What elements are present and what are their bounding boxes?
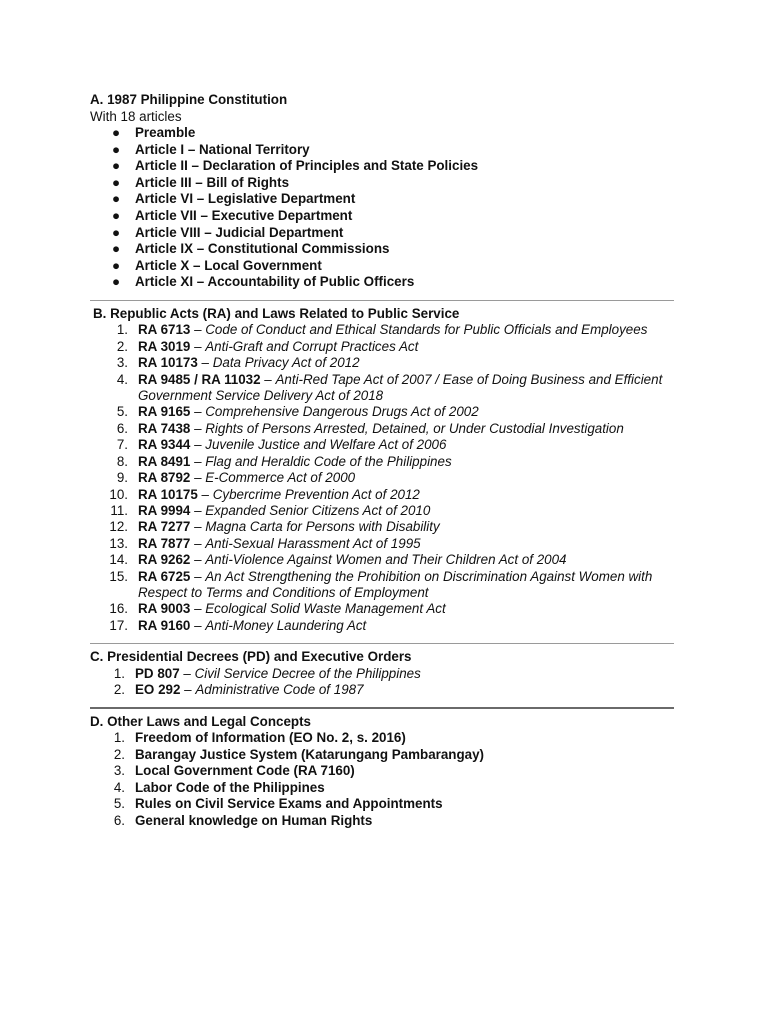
list-item bbox=[90, 796, 680, 812]
list-item-text: Article VIII – Judicial Department bbox=[135, 224, 344, 240]
list-item bbox=[93, 601, 680, 617]
item-number: 5. bbox=[113, 796, 125, 812]
law-code: EO 292 bbox=[135, 682, 181, 698]
law-code: RA 9160 bbox=[138, 617, 191, 633]
section-constitution bbox=[90, 92, 680, 291]
law-code: RA 9165 bbox=[138, 404, 191, 420]
list-item bbox=[93, 519, 680, 535]
separator: – bbox=[197, 486, 213, 502]
law-code: RA 8792 bbox=[138, 470, 191, 486]
separator: – bbox=[190, 437, 206, 453]
separator: – bbox=[190, 568, 206, 584]
bullet-icon: ● bbox=[112, 141, 121, 157]
law-title: Comprehensive Dangerous Drugs Act of 2002 bbox=[205, 404, 479, 420]
list-item bbox=[93, 355, 680, 371]
separator: – bbox=[190, 519, 206, 535]
law-code: RA 6713 bbox=[138, 322, 191, 338]
law-title: Anti-Red Tape Act of 2007 / Ease of Doing Business and Efficient Government Service Delivery Act of 2018 bbox=[138, 371, 663, 404]
law-title: Anti-Sexual Harassment Act of 1995 bbox=[205, 535, 421, 551]
law-title: Cybercrime Prevention Act of 2012 bbox=[212, 486, 420, 502]
separator: – bbox=[260, 371, 276, 387]
law-title: Civil Service Decree of the Philippines bbox=[194, 665, 421, 681]
list-item bbox=[90, 175, 680, 192]
divider bbox=[90, 707, 674, 709]
section-republic-acts bbox=[93, 306, 680, 634]
item-number: 13. bbox=[109, 535, 128, 551]
law-title: Anti-Violence Against Women and Their Children Act of 2004 bbox=[205, 552, 567, 568]
list-item bbox=[90, 191, 680, 208]
separator: – bbox=[190, 420, 206, 436]
list-item-text: Article III – Bill of Rights bbox=[135, 174, 290, 190]
separator: – bbox=[180, 682, 196, 698]
list-item bbox=[90, 274, 680, 291]
section-b-heading: B. Republic Acts (RA) and Laws Related to Public Service bbox=[93, 305, 460, 321]
law-code: RA 10175 bbox=[138, 486, 198, 502]
list-item bbox=[90, 682, 680, 698]
decrees-orders-list bbox=[90, 666, 680, 699]
law-title: Administrative Code of 1987 bbox=[195, 682, 364, 698]
item-number: 1. bbox=[113, 730, 125, 746]
list-item-text: Article II – Declaration of Principles and State Policies bbox=[135, 158, 479, 174]
item-number: 1. bbox=[116, 322, 128, 338]
separator: – bbox=[190, 470, 206, 486]
section-c-heading: C. Presidential Decrees (PD) and Executive Orders bbox=[90, 649, 412, 665]
list-item bbox=[90, 125, 680, 142]
list-item bbox=[90, 241, 680, 258]
list-item bbox=[93, 552, 680, 568]
constitution-article-list bbox=[90, 125, 680, 291]
law-title: Flag and Heraldic Code of the Philippines bbox=[205, 453, 452, 469]
item-number: 9. bbox=[116, 470, 128, 486]
item-number: 7. bbox=[116, 437, 128, 453]
list-item bbox=[93, 470, 680, 486]
list-item bbox=[90, 730, 680, 746]
list-item-text: Labor Code of the Philippines bbox=[135, 779, 325, 795]
item-number: 11. bbox=[110, 502, 128, 518]
law-code: RA 6725 bbox=[138, 568, 191, 584]
list-item bbox=[90, 763, 680, 779]
item-number: 4. bbox=[113, 779, 125, 795]
item-number: 2. bbox=[113, 746, 125, 762]
law-code: RA 9344 bbox=[138, 437, 191, 453]
separator: – bbox=[190, 322, 206, 338]
law-title: Rights of Persons Arrested, Detained, or Under Custodial Investigation bbox=[205, 420, 624, 436]
list-item-text: Local Government Code (RA 7160) bbox=[135, 763, 355, 779]
list-item bbox=[90, 208, 680, 225]
separator: – bbox=[190, 552, 206, 568]
section-other-laws bbox=[90, 714, 680, 829]
list-item bbox=[90, 780, 680, 796]
item-number: 4. bbox=[116, 371, 128, 387]
item-number: 3. bbox=[113, 763, 125, 779]
law-title: E-Commerce Act of 2000 bbox=[205, 470, 356, 486]
law-title: Ecological Solid Waste Management Act bbox=[205, 601, 446, 617]
law-title: Code of Conduct and Ethical Standards for Public Officials and Employees bbox=[205, 322, 648, 338]
law-code: RA 7877 bbox=[138, 535, 191, 551]
section-a-heading: A. 1987 Philippine Constitution bbox=[90, 92, 288, 107]
list-item-text: Article I – National Territory bbox=[135, 141, 310, 157]
law-code: RA 9994 bbox=[138, 502, 191, 518]
bullet-icon: ● bbox=[112, 158, 121, 174]
item-number: 12. bbox=[109, 519, 128, 535]
document-page bbox=[90, 92, 680, 829]
list-item bbox=[90, 258, 680, 275]
list-item-text: Article VII – Executive Department bbox=[135, 207, 353, 223]
list-item-text: Article X – Local Government bbox=[135, 257, 322, 273]
law-code: PD 807 bbox=[135, 665, 180, 681]
list-item bbox=[93, 322, 680, 338]
item-number: 16. bbox=[109, 601, 128, 617]
item-number: 5. bbox=[116, 404, 128, 420]
list-item bbox=[93, 339, 680, 355]
item-number: 2. bbox=[113, 682, 125, 698]
bullet-icon: ● bbox=[112, 125, 121, 140]
separator: – bbox=[179, 665, 195, 681]
list-item bbox=[90, 225, 680, 242]
separator: – bbox=[190, 601, 206, 617]
item-number: 17. bbox=[109, 617, 128, 633]
section-a-subtext: With 18 articles bbox=[90, 108, 182, 124]
law-title: An Act Strengthening the Prohibition on Discrimination Against Women with Respect to Terms and Conditions of Employment bbox=[138, 568, 653, 600]
item-number: 8. bbox=[116, 453, 128, 469]
law-code: RA 9485 / RA 11032 bbox=[138, 371, 261, 387]
separator: – bbox=[190, 502, 206, 518]
separator: – bbox=[197, 355, 213, 371]
law-code: RA 7277 bbox=[138, 519, 191, 535]
list-item bbox=[90, 142, 680, 159]
law-title: Magna Carta for Persons with Disability bbox=[205, 519, 440, 535]
list-item bbox=[90, 813, 680, 829]
law-title: Juvenile Justice and Welfare Act of 2006 bbox=[205, 437, 447, 453]
law-code: RA 10173 bbox=[138, 355, 198, 371]
list-item bbox=[90, 747, 680, 763]
bullet-icon: ● bbox=[112, 224, 121, 240]
law-title: Expanded Senior Citizens Act of 2010 bbox=[205, 502, 431, 518]
separator: – bbox=[190, 404, 206, 420]
law-title: Anti-Money Laundering Act bbox=[205, 617, 367, 633]
list-item-text: Rules on Civil Service Exams and Appointments bbox=[135, 796, 443, 812]
item-number: 10. bbox=[109, 486, 128, 502]
list-item-text: Article XI – Accountability of Public Officers bbox=[135, 274, 415, 290]
bullet-icon: ● bbox=[112, 257, 121, 273]
law-code: RA 9003 bbox=[138, 601, 191, 617]
divider bbox=[90, 300, 674, 301]
list-item bbox=[90, 158, 680, 175]
item-number: 15. bbox=[109, 568, 128, 584]
law-title: Anti-Graft and Corrupt Practices Act bbox=[205, 338, 419, 354]
section-d-heading: D. Other Laws and Legal Concepts bbox=[90, 713, 311, 729]
list-item-text: Preamble bbox=[135, 125, 196, 140]
list-item bbox=[93, 487, 680, 503]
bullet-icon: ● bbox=[112, 274, 121, 290]
list-item-text: Barangay Justice System (Katarungang Pambarangay) bbox=[135, 746, 485, 762]
list-item-text: Article VI – Legislative Department bbox=[135, 191, 356, 207]
list-item bbox=[93, 437, 680, 453]
list-item-text: Freedom of Information (EO No. 2, s. 2016) bbox=[135, 730, 406, 746]
list-item bbox=[93, 618, 680, 634]
law-code: RA 7438 bbox=[138, 420, 191, 436]
list-item bbox=[90, 666, 680, 682]
bullet-icon: ● bbox=[112, 191, 121, 207]
separator: – bbox=[190, 338, 206, 354]
item-number: 3. bbox=[116, 355, 128, 371]
item-number: 6. bbox=[113, 812, 125, 828]
divider bbox=[90, 643, 674, 644]
list-item-text: Article IX – Constitutional Commissions bbox=[135, 241, 390, 257]
section-decrees-orders bbox=[90, 649, 680, 698]
item-number: 1. bbox=[113, 665, 125, 681]
list-item bbox=[93, 536, 680, 552]
law-code: RA 9262 bbox=[138, 552, 191, 568]
other-laws-list bbox=[90, 730, 680, 828]
item-number: 14. bbox=[109, 552, 128, 568]
item-number: 2. bbox=[116, 338, 128, 354]
list-item bbox=[93, 372, 680, 405]
separator: – bbox=[190, 453, 206, 469]
separator: – bbox=[190, 535, 206, 551]
list-item bbox=[93, 404, 680, 420]
list-item bbox=[93, 569, 680, 602]
republic-acts-list bbox=[93, 322, 680, 634]
bullet-icon: ● bbox=[112, 241, 121, 257]
list-item bbox=[93, 421, 680, 437]
law-code: RA 3019 bbox=[138, 338, 191, 354]
list-item bbox=[93, 503, 680, 519]
item-number: 6. bbox=[116, 420, 128, 436]
law-title: Data Privacy Act of 2012 bbox=[212, 355, 360, 371]
bullet-icon: ● bbox=[112, 174, 121, 190]
separator: – bbox=[190, 617, 206, 633]
law-code: RA 8491 bbox=[138, 453, 191, 469]
bullet-icon: ● bbox=[112, 207, 121, 223]
list-item bbox=[93, 454, 680, 470]
list-item-text: General knowledge on Human Rights bbox=[135, 812, 373, 828]
